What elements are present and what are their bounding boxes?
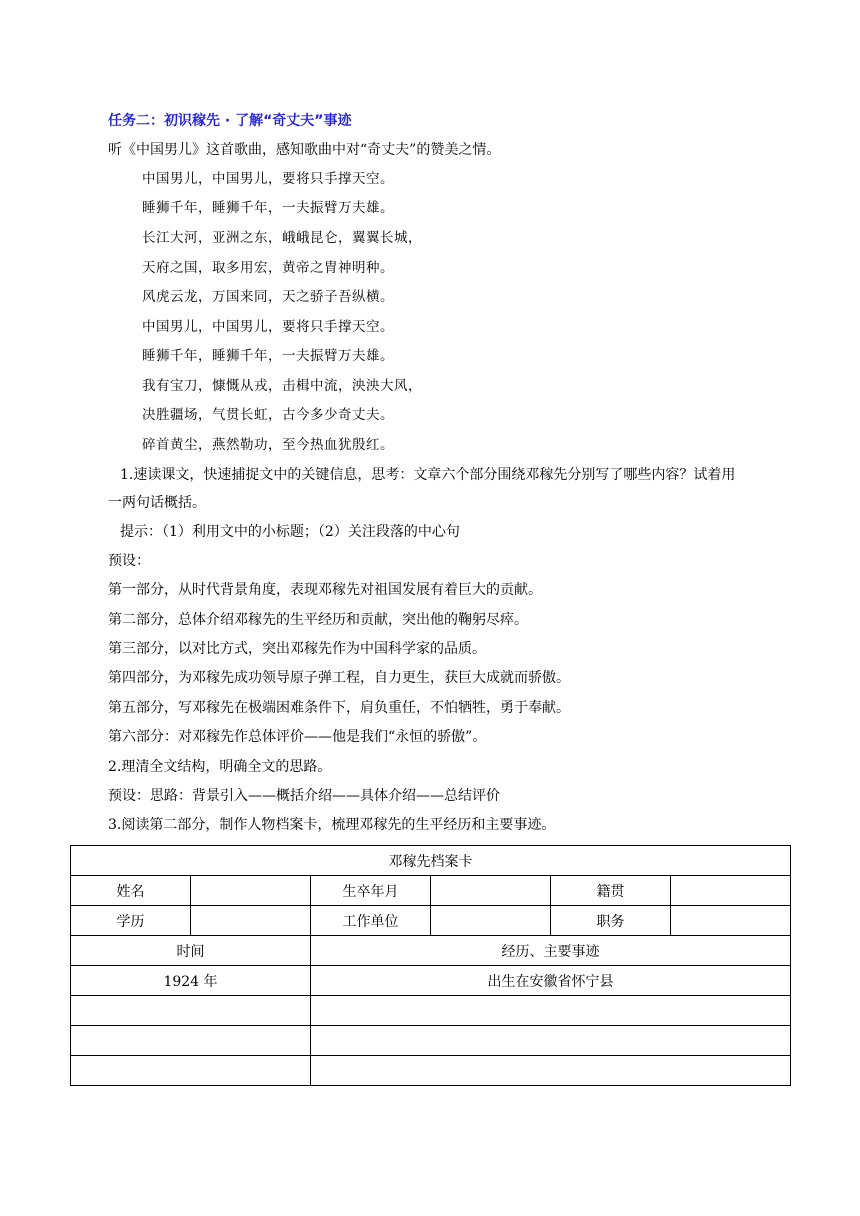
question-1-hint: 提示：（1）利用文中的小标题；（2）关注段落的中心句 (120, 524, 460, 540)
part-summary: 第三部分，以对比方式，突出邓稼先作为中国科学家的品质。 (108, 641, 486, 657)
name-field (191, 876, 311, 906)
birth-death-label: 生卒年月 (311, 876, 431, 906)
lyric-line: 决胜疆场，气贯长虹，古今多少奇丈夫。 (142, 407, 394, 423)
education-label: 学历 (71, 906, 191, 936)
question-3: 3.阅读第二部分，制作人物档案卡，梳理邓稼先的生平经历和主要事迹。 (108, 817, 556, 833)
task-heading: 任务二：初识稼先 · 了解“奇丈夫”事迹 (108, 113, 352, 129)
lyric-line: 碎首黄尘，燕然勒功，至今热血犹殷红。 (142, 437, 394, 453)
part-summary: 第一部分，从时代背景角度，表现邓稼先对祖国发展有着巨大的贡献。 (108, 582, 542, 598)
event-cell (311, 1056, 791, 1086)
time-cell (71, 996, 311, 1026)
birth-death-field (431, 876, 551, 906)
part-summary: 第四部分，为邓稼先成功领导原子弹工程，自力更生，获巨大成就而骄傲。 (108, 670, 570, 686)
time-cell (71, 1056, 311, 1086)
time-cell (71, 1026, 311, 1056)
question-2: 2.理清全文结构，明确全文的思路。 (108, 759, 332, 775)
lyric-line: 中国男儿，中国男儿，要将只手撑天空。 (142, 171, 394, 187)
question-2-preset: 预设：思路：背景引入——概括介绍——具体介绍——总结评价 (108, 788, 500, 804)
question-1-line-1: 1.速读课文，快速捕捉文中的关键信息，思考：文章六个部分围绕邓稼先分别写了哪些内容？试着用 (120, 467, 736, 483)
event-cell (311, 1026, 791, 1056)
preset-label: 预设： (108, 553, 150, 569)
event-cell (311, 996, 791, 1026)
table-row (71, 996, 791, 1026)
listen-instruction: 听《中国男儿》这首歌曲，感知歌曲中对“奇丈夫”的赞美之情。 (108, 142, 501, 158)
lyric-line: 风虎云龙，万国来同，天之骄子吾纵横。 (142, 289, 394, 305)
question-1-line-2: 一两句话概括。 (108, 495, 206, 511)
card-title: 邓稼先档案卡 (71, 846, 791, 876)
lyric-line: 长江大河，亚洲之东，峨峨昆仑，翼翼长城， (142, 230, 422, 246)
lyric-line: 睡狮千年，睡狮千年，一夫振臂万夫雄。 (142, 200, 394, 216)
time-header: 时间 (71, 936, 311, 966)
lyric-line: 我有宝刀，慷慨从戎，击楫中流，泱泱大风， (142, 378, 422, 394)
native-place-field (671, 876, 791, 906)
event-cell: 出生在安徽省怀宁县 (311, 966, 791, 996)
part-summary: 第二部分，总体介绍邓稼先的生平经历和贡献，突出他的鞠躬尽瘁。 (108, 612, 528, 628)
profile-card-table (70, 845, 791, 1086)
employer-label: 工作单位 (311, 906, 431, 936)
native-place-label: 籍贯 (551, 876, 671, 906)
table-row (71, 1026, 791, 1056)
events-header: 经历、主要事迹 (311, 936, 791, 966)
table-row (71, 1056, 791, 1086)
table-row (71, 966, 791, 996)
time-cell: 1924 年 (71, 966, 311, 996)
position-field (671, 906, 791, 936)
education-field (191, 906, 311, 936)
position-label: 职务 (551, 906, 671, 936)
part-summary: 第六部分：对邓稼先作总体评价——他是我们“永恒的骄傲”。 (108, 729, 487, 745)
part-summary: 第五部分，写邓稼先在极端困难条件下，肩负重任，不怕牺牲，勇于奉献。 (108, 700, 570, 716)
lyric-line: 天府之国，取多用宏，黄帝之胄神明种。 (142, 260, 394, 276)
name-label: 姓名 (71, 876, 191, 906)
employer-field (431, 906, 551, 936)
lyric-line: 中国男儿，中国男儿，要将只手撑天空。 (142, 319, 394, 335)
lyric-line: 睡狮千年，睡狮千年，一夫振臂万夫雄。 (142, 348, 394, 364)
